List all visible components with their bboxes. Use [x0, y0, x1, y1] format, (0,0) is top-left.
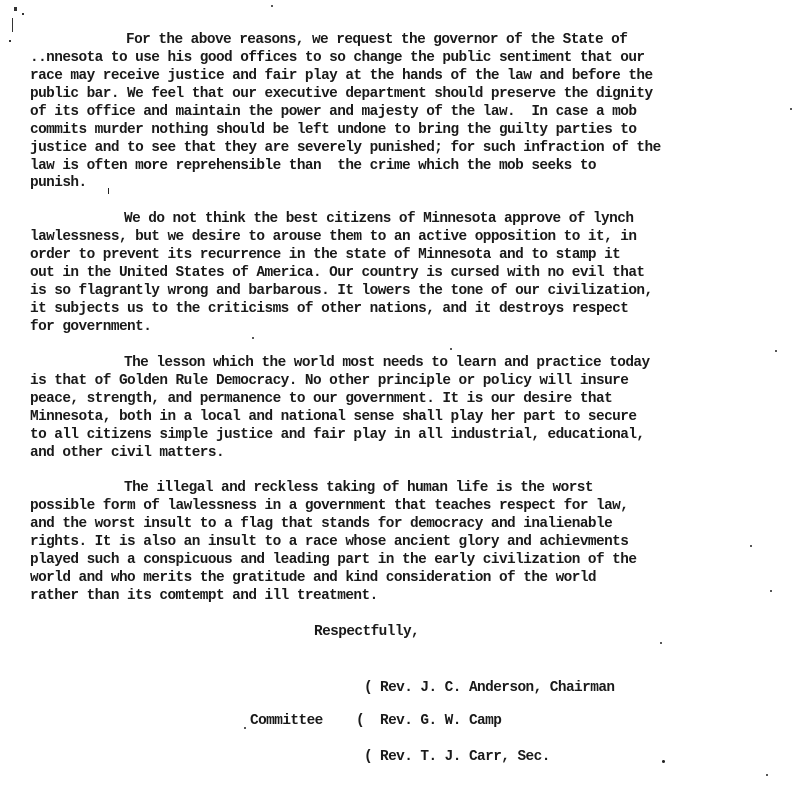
text-line: public bar. We feel that our executive department should preserve the dignity: [30, 86, 653, 102]
text-line: and the worst insult to a flag that stands for democracy and inalienable: [30, 516, 613, 532]
scan-speck: [750, 545, 752, 547]
scan-speck: [271, 5, 273, 7]
bracket: (: [356, 713, 365, 729]
text-line: of its office and maintain the power and majesty of the law. In case a mob: [30, 104, 637, 120]
text-line: lawlessness, but we desire to arouse them to an active opposition to it, in: [30, 229, 637, 245]
text-line: to all citizens simple justice and fair play in all industrial, educational,: [30, 427, 645, 443]
text-line: rather than its comtempt and ill treatment.: [30, 588, 378, 604]
signer-chairman: Rev. J. C. Anderson, Chairman: [380, 680, 615, 696]
text-line: law is often more reprehensible than the crime which the mob seeks to: [30, 158, 597, 174]
text-line: out in the United States of America. Our country is cursed with no evil that: [30, 265, 645, 281]
text-line: punish.: [30, 175, 87, 191]
signer-secretary: Rev. T. J. Carr, Sec.: [380, 749, 550, 765]
margin-mark: [22, 13, 24, 15]
scan-speck: [770, 590, 772, 592]
text-line: ..nnesota to use his good offices to so change the public sentiment that our: [30, 50, 645, 66]
scan-speck: [766, 774, 768, 776]
text-line: Minnesota, both in a local and national sense shall play her part to secure: [30, 409, 637, 425]
text-line: For the above reasons, we request the governor of the State of: [126, 32, 628, 48]
scan-speck: [775, 350, 777, 352]
scan-speck: [244, 727, 246, 729]
text-line: order to prevent its recurrence in the state of Minnesota and to stamp it: [30, 247, 621, 263]
closing-salutation: Respectfully,: [314, 624, 420, 640]
text-line: is so flagrantly wrong and barbarous. It lowers the tone of our civilization,: [30, 283, 653, 299]
committee-label: Committee: [250, 713, 323, 729]
text-line: peace, strength, and permanence to our government. It is our desire that: [30, 391, 613, 407]
text-line: possible form of lawlessness in a government that teaches respect for law,: [30, 498, 629, 514]
scan-speck: [790, 108, 792, 110]
text-line: for government.: [30, 319, 152, 335]
scan-speck: [660, 642, 662, 644]
text-line: justice and to see that they are severely punished; for such infraction of the: [30, 140, 661, 156]
text-line: it subjects us to the criticisms of other nations, and it destroys respect: [30, 301, 629, 317]
scan-speck: [252, 337, 254, 339]
text-line: is that of Golden Rule Democracy. No other principle or policy will insure: [30, 373, 629, 389]
text-line: race may receive justice and fair play at the hands of the law and before the: [30, 68, 653, 84]
text-line: The lesson which the world most needs to learn and practice today: [124, 355, 650, 371]
margin-mark: [14, 7, 17, 11]
text-line: commits murder nothing should be left undone to bring the guilty parties to: [30, 122, 637, 138]
text-line: We do not think the best citizens of Minnesota approve of lynch: [124, 211, 634, 227]
text-line: and other civil matters.: [30, 445, 225, 461]
text-line: The illegal and reckless taking of human life is the worst: [124, 480, 593, 496]
signer-member: Rev. G. W. Camp: [380, 713, 502, 729]
bracket: (: [364, 749, 373, 765]
scan-speck: [108, 188, 109, 194]
text-line: played such a conspicuous and leading part in the early civilization of the: [30, 552, 637, 568]
margin-mark: [12, 18, 13, 32]
margin-mark: [9, 40, 11, 42]
text-line: world and who merits the gratitude and kind consideration of the world: [30, 570, 597, 586]
bracket: (: [364, 680, 373, 696]
scan-speck: [662, 760, 665, 763]
text-line: rights. It is also an insult to a race whose ancient glory and achievments: [30, 534, 629, 550]
scan-speck: [450, 348, 452, 350]
